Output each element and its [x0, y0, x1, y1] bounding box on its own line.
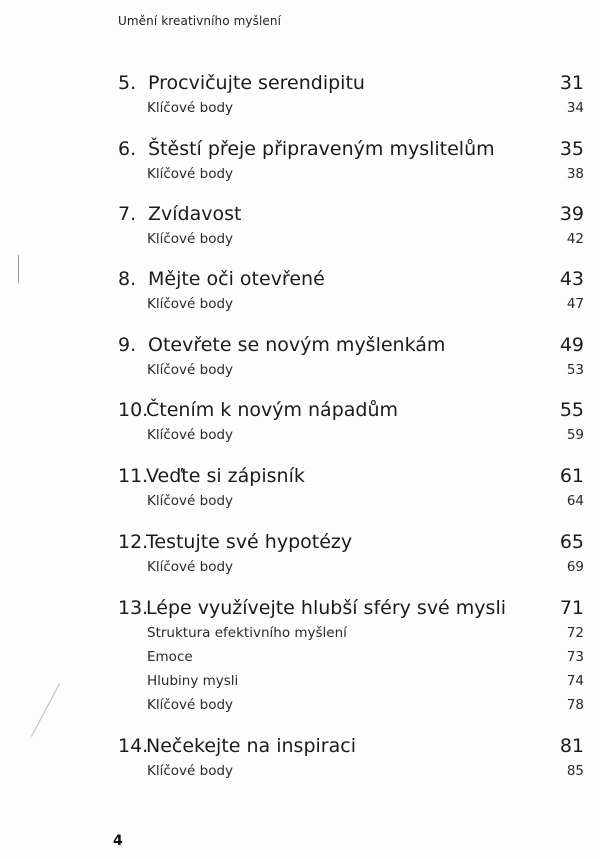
toc-chapter[interactable]	[118, 529, 584, 579]
chapter-page-number: 49	[559, 334, 584, 356]
chapter-heading-row[interactable]	[118, 595, 584, 621]
subsection-page-number: 69	[566, 559, 584, 575]
chapter-number: 7.	[118, 203, 137, 225]
chapter-number: 12.	[118, 531, 149, 553]
subsection-page-number: 38	[566, 166, 584, 182]
subsection-row[interactable]	[118, 555, 584, 579]
subsection-title: Klíčové body	[147, 763, 234, 779]
chapter-heading-row[interactable]	[118, 332, 584, 358]
subsection-title: Klíčové body	[147, 697, 234, 713]
chapter-title: Zvídavost	[148, 203, 242, 225]
chapter-number: 9.	[118, 334, 137, 356]
chapter-heading-row[interactable]	[118, 201, 584, 227]
subsection-row[interactable]	[118, 669, 584, 693]
subsection-page-number: 59	[566, 427, 584, 443]
chapter-page-number: 55	[559, 399, 584, 421]
chapter-title: Čtením k novým nápadům	[146, 399, 399, 421]
chapter-page-number: 39	[559, 203, 584, 225]
subsection-row[interactable]	[118, 96, 584, 120]
subsection-page-number: 47	[566, 296, 584, 312]
chapter-title: Lépe využívejte hlubší sféry své mysli	[146, 597, 506, 619]
subsection-title: Klíčové body	[147, 493, 234, 509]
subsection-title: Klíčové body	[147, 231, 234, 247]
chapter-number: 10.	[118, 399, 149, 421]
subsection-row[interactable]	[118, 162, 584, 186]
subsection-page-number: 53	[566, 362, 584, 378]
subsection-title: Klíčové body	[147, 559, 234, 575]
toc-chapter[interactable]	[118, 136, 584, 186]
chapter-title: Otevřete se novým myšlenkám	[148, 334, 446, 356]
chapter-title: Testujte své hypotézy	[146, 531, 353, 553]
toc-chapter[interactable]	[118, 332, 584, 382]
subsection-page-number: 72	[566, 625, 584, 641]
page-number: 4	[113, 833, 123, 849]
subsection-title: Klíčové body	[147, 296, 234, 312]
chapter-page-number: 31	[559, 72, 584, 94]
subsection-title: Klíčové body	[147, 427, 234, 443]
toc-chapter[interactable]	[118, 70, 584, 120]
chapter-heading-row[interactable]	[118, 397, 584, 423]
chapter-heading-row[interactable]	[118, 136, 584, 162]
subsection-row[interactable]	[118, 693, 584, 717]
chapter-number: 13.	[118, 597, 149, 619]
subsection-title: Klíčové body	[147, 362, 234, 378]
subsection-page-number: 78	[566, 697, 584, 713]
running-head: Umění kreativního myšlení	[118, 14, 282, 28]
subsection-title: Klíčové body	[147, 100, 234, 116]
chapter-title: Veďte si zápisník	[146, 465, 305, 487]
subsection-page-number: 73	[566, 649, 584, 665]
chapter-number: 6.	[118, 138, 137, 160]
subsection-row[interactable]	[118, 489, 584, 513]
chapter-heading-row[interactable]	[118, 266, 584, 292]
chapter-number: 14.	[118, 735, 149, 757]
toc-chapter[interactable]	[118, 266, 584, 316]
toc-chapter[interactable]	[118, 463, 584, 513]
chapter-heading-row[interactable]	[118, 70, 584, 96]
subsection-page-number: 74	[566, 673, 584, 689]
chapter-heading-row[interactable]	[118, 463, 584, 489]
subsection-row[interactable]	[118, 759, 584, 783]
chapter-number: 11.	[118, 465, 149, 487]
chapter-page-number: 81	[559, 735, 584, 757]
subsection-row[interactable]	[118, 645, 584, 669]
chapter-page-number: 35	[559, 138, 584, 160]
chapter-number: 8.	[118, 268, 137, 290]
toc-chapter[interactable]	[118, 595, 584, 717]
chapter-title: Mějte oči otevřené	[148, 268, 325, 290]
subsection-page-number: 64	[566, 493, 584, 509]
subsection-row[interactable]	[118, 621, 584, 645]
subsection-title: Emoce	[147, 649, 193, 665]
subsection-row[interactable]	[118, 358, 584, 382]
chapter-page-number: 61	[559, 465, 584, 487]
scan-artifact-line	[31, 683, 60, 736]
subsection-row[interactable]	[118, 227, 584, 251]
subsection-title: Hlubiny mysli	[147, 673, 239, 689]
chapter-heading-row[interactable]	[118, 733, 584, 759]
chapter-page-number: 43	[559, 268, 584, 290]
chapter-title: Nečekejte na inspiraci	[146, 735, 356, 757]
subsection-page-number: 34	[566, 100, 584, 116]
chapter-number: 5.	[118, 72, 137, 94]
chapter-title: Štěstí přeje připraveným myslitelům	[148, 138, 495, 160]
chapter-page-number: 71	[559, 597, 584, 619]
chapter-title: Procvičujte serendipitu	[148, 72, 365, 94]
subsection-page-number: 42	[566, 231, 584, 247]
subsection-page-number: 85	[566, 763, 584, 779]
scan-artifact-line	[18, 255, 19, 283]
subsection-title: Struktura efektivního myšlení	[147, 625, 347, 641]
toc-chapter[interactable]	[118, 397, 584, 447]
chapter-heading-row[interactable]	[118, 529, 584, 555]
chapter-page-number: 65	[559, 531, 584, 553]
toc-chapter[interactable]	[118, 201, 584, 251]
subsection-row[interactable]	[118, 292, 584, 316]
subsection-row[interactable]	[118, 423, 584, 447]
subsection-title: Klíčové body	[147, 166, 234, 182]
toc-chapter[interactable]	[118, 733, 584, 783]
